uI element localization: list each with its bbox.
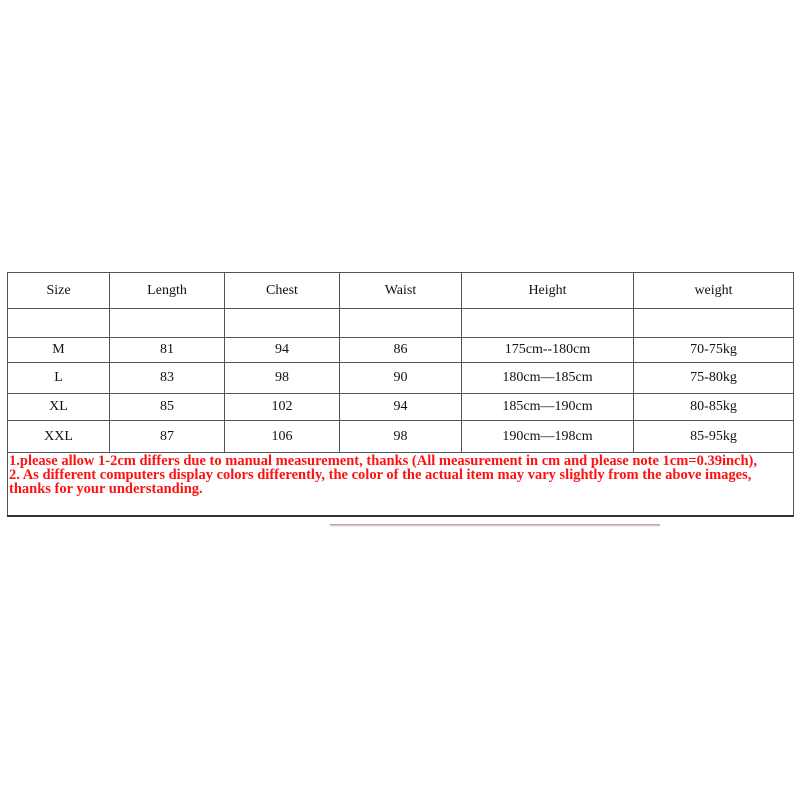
cell-length: 83: [110, 363, 225, 394]
header-chest: Chest: [225, 273, 340, 309]
image-edge-shadow: [330, 524, 660, 527]
blank-cell: [110, 309, 225, 338]
cell-height: 190cm—198cm: [462, 421, 634, 453]
blank-row: [8, 309, 794, 338]
notes-cell: [8, 453, 794, 517]
cell-height: 185cm—190cm: [462, 394, 634, 421]
cell-height: 175cm--180cm: [462, 338, 634, 363]
table-row-xl: [8, 394, 794, 421]
cell-size: XL: [8, 394, 110, 421]
header-size: Size: [8, 273, 110, 309]
header-waist: Waist: [340, 273, 462, 309]
cell-size: L: [8, 363, 110, 394]
cell-weight: 75-80kg: [634, 363, 794, 394]
cell-chest: 102: [225, 394, 340, 421]
cell-waist: 90: [340, 363, 462, 394]
header-length: Length: [110, 273, 225, 309]
blank-cell: [8, 309, 110, 338]
blank-cell: [340, 309, 462, 338]
cell-height: 180cm—185cm: [462, 363, 634, 394]
cell-weight: 85-95kg: [634, 421, 794, 453]
cell-chest: 94: [225, 338, 340, 363]
note-line-1: 1.please allow 1-2cm differs due to manual measurement, thanks (All measurement in cm and please note 1cm=0.39inch),: [9, 453, 757, 469]
cell-length: 81: [110, 338, 225, 363]
cell-waist: 98: [340, 421, 462, 453]
note-line-2: 2. As different computers display colors differently, the color of the actual item may vary slightly from the above images, thanks for your understanding.: [9, 467, 752, 497]
cell-length: 85: [110, 394, 225, 421]
cell-chest: 106: [225, 421, 340, 453]
blank-cell: [462, 309, 634, 338]
table-row-m: [8, 338, 794, 363]
blank-cell: [634, 309, 794, 338]
header-weight: weight: [634, 273, 794, 309]
cell-size: XXL: [8, 421, 110, 453]
table-row-xxl: [8, 421, 794, 453]
size-chart-table: [7, 272, 794, 517]
cell-weight: 80-85kg: [634, 394, 794, 421]
cell-waist: 86: [340, 338, 462, 363]
cell-waist: 94: [340, 394, 462, 421]
cell-weight: 70-75kg: [634, 338, 794, 363]
notes-row: [8, 453, 794, 517]
header-height: Height: [462, 273, 634, 309]
blank-cell: [225, 309, 340, 338]
cell-size: M: [8, 338, 110, 363]
table-row-l: [8, 363, 794, 394]
cell-chest: 98: [225, 363, 340, 394]
cell-length: 87: [110, 421, 225, 453]
header-row: [8, 273, 794, 309]
